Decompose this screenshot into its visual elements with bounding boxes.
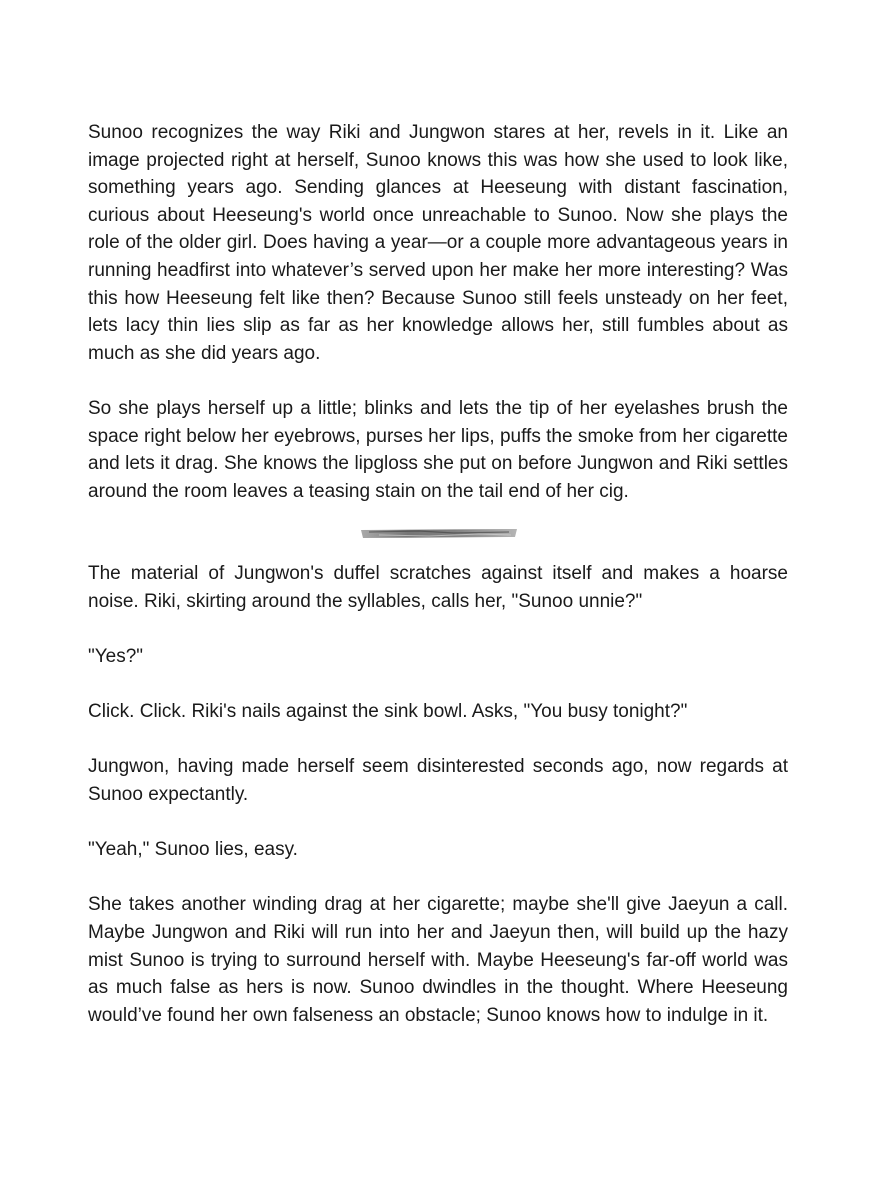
paragraph-spacer	[88, 864, 788, 892]
document-page	[88, 119, 788, 1029]
paragraph-spacer	[88, 616, 788, 644]
paragraph: Jungwon, having made herself seem disinterested seconds ago, now regards at Sunoo expectantly.	[88, 756, 788, 806]
paragraph: She takes another winding drag at her cigarette; maybe she'll give Jaeyun a call. Maybe Jungwon and Riki will run into her and Jaeyun then, will build up the hazy mist Sunoo is trying to surround herself with. Maybe Heeseung's far-off world was as much false as hers is now. Sunoo dwindles in the thought. Where Heeseung would’ve found her own falseness an obstacle; Sunoo knows how to indulge in it.	[88, 894, 788, 1026]
scene-divider	[90, 505, 788, 560]
paragraph: "Yes?"	[88, 646, 144, 668]
paragraph: Sunoo recognizes the way Riki and Jungwon stares at her, revels in it. Like an image projected right at herself, Sunoo knows this was how she used to look like, something years ago. Sending glances at Heeseung with distant fascination, curious about Heeseung's world once unreachable to Sunoo. Now she plays the role of the older girl. Does having a year—or a couple more advantageous years in running headfirst into whatever’s served upon her make her more interesting? Was this how Heeseung felt like then? Because Sunoo still feels unsteady on her feet, lets lacy thin lies slip as far as her knowledge allows her, still fumbles about as much as she did years ago.	[88, 122, 788, 364]
paragraph: "Yeah," Sunoo lies, easy.	[88, 839, 298, 861]
paragraph-spacer	[88, 726, 788, 754]
brush-stroke-divider-icon	[359, 526, 519, 540]
paragraph-spacer	[88, 671, 788, 699]
paragraph: So she plays herself up a little; blinks and lets the tip of her eyelashes brush the space right below her eyebrows, purses her lips, puffs the smoke from her cigarette and lets it drag. She knows the lipgloss she put on before Jungwon and Riki settles around the room leaves a teasing stain on the tail end of her cig.	[88, 397, 788, 502]
paragraph-spacer	[88, 367, 788, 395]
paragraph: The material of Jungwon's duffel scratches against itself and makes a hoarse noise. Riki, skirting around the syllables, calls her, "Sunoo unnie?"	[88, 563, 788, 612]
paragraph: Click. Click. Riki's nails against the sink bowl. Asks, "You busy tonight?"	[88, 701, 688, 723]
paragraph-spacer	[88, 809, 788, 837]
